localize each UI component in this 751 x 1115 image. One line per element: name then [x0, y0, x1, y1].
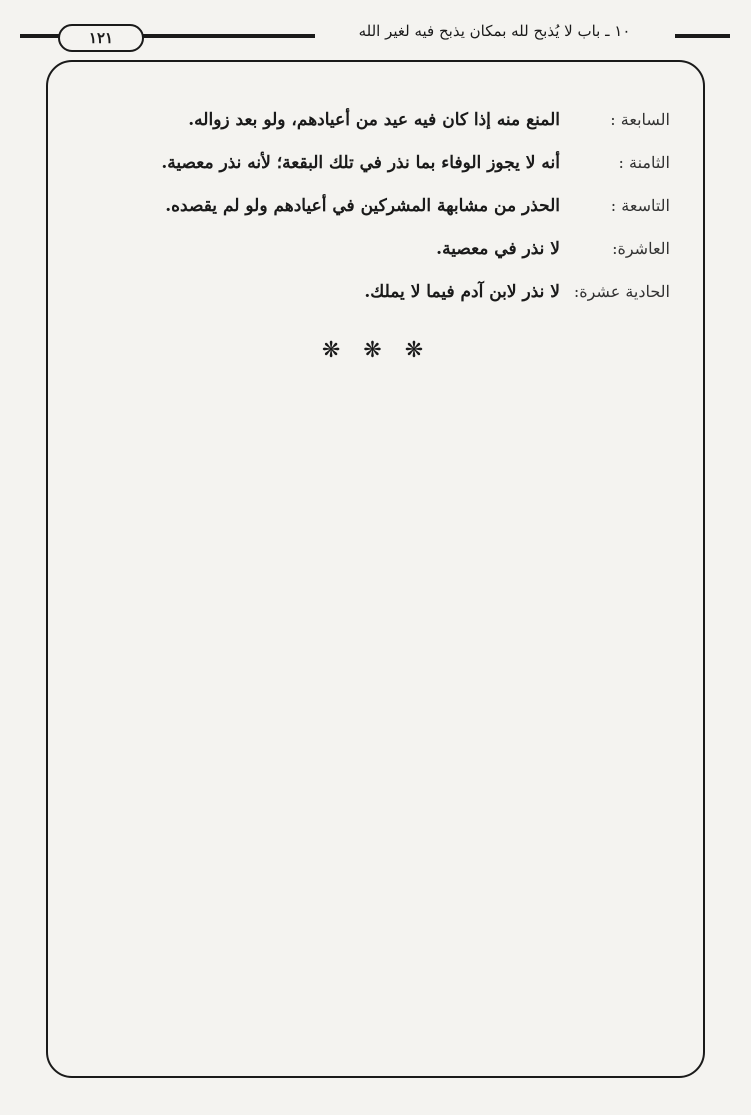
header-rule-right	[675, 34, 730, 38]
list-item	[60, 153, 670, 196]
page-number-text: ١٢١	[88, 29, 114, 47]
point-text: لا نذر في معصية.	[436, 239, 560, 259]
list-item	[60, 282, 670, 325]
points-list	[60, 110, 670, 325]
header-rule-middle	[140, 34, 315, 38]
point-text: المنع منه إذا كان فيه عيد من أعيادهم، ولو بعد زواله.	[188, 110, 560, 130]
star-ornament-icon: ❋	[363, 338, 388, 363]
star-ornament-icon: ❋	[321, 338, 347, 363]
point-label: الحادية عشرة:	[573, 282, 670, 301]
page-number	[58, 24, 144, 52]
chapter-title: ١٠ ـ باب لا يُذبح لله بمكان يذبح فيه لغير الله	[358, 22, 631, 40]
point-label: العاشرة:	[612, 239, 670, 258]
star-ornament-icon: ❋	[404, 338, 430, 363]
list-item	[60, 196, 670, 239]
section-divider	[0, 338, 751, 363]
point-label: الثامنة :	[618, 153, 670, 172]
point-label: السابعة :	[610, 110, 670, 129]
point-label: التاسعة :	[610, 196, 670, 215]
list-item	[60, 239, 670, 282]
point-text: أنه لا يجوز الوفاء بما نذر في تلك البقعة؛ لأنه نذر معصية.	[161, 153, 560, 173]
list-item	[60, 110, 670, 153]
point-text: لا نذر لابن آدم فيما لا يملك.	[364, 282, 560, 302]
point-text: الحذر من مشابهة المشركين في أعيادهم ولو لم يقصده.	[165, 196, 560, 216]
